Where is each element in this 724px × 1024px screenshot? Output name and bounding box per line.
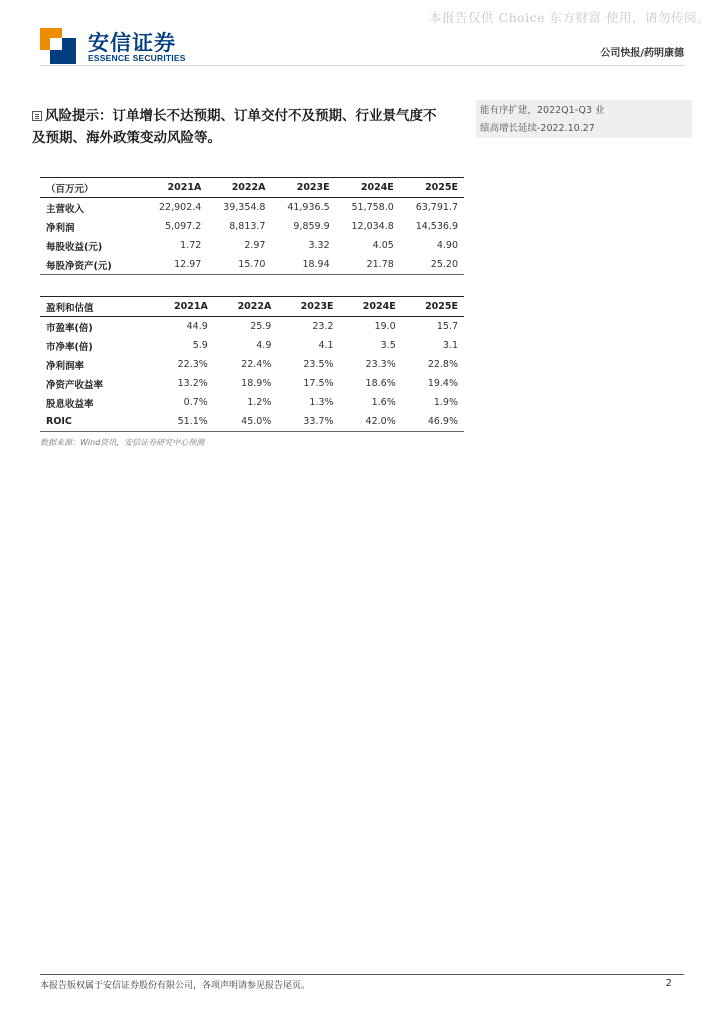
table-cell: 18.6%	[365, 378, 396, 389]
table-cell: 1.6%	[371, 397, 396, 408]
row-label: ROIC	[40, 412, 150, 432]
header-cell: 2024E	[340, 297, 402, 317]
row-label: 市净率(倍)	[46, 341, 93, 353]
table-cell: 22.3%	[177, 359, 208, 370]
related-report-line1: 能有序扩建，2022Q1-Q3 业	[480, 105, 605, 116]
valuation-table	[40, 296, 464, 432]
table-cell: 17.5%	[303, 378, 334, 389]
table-cell: 2.97	[244, 240, 266, 251]
header-cell: 2024E	[336, 178, 400, 198]
related-report-box[interactable]	[476, 100, 692, 138]
table-cell: 23.2	[312, 321, 334, 332]
table-cell: 19.0	[374, 321, 396, 332]
table-cell: 15.7	[436, 321, 458, 332]
header-cell: 2023E	[271, 178, 335, 198]
table-cell: 8,813.7	[229, 221, 266, 232]
related-report-line2: 绩高增长延续-2022.10.27	[480, 123, 595, 134]
table-cell: 1.2%	[247, 397, 272, 408]
table-cell: 5.9	[192, 340, 208, 351]
header-cell: 2025E	[400, 178, 464, 198]
table-cell: 25.9	[250, 321, 272, 332]
list-icon	[32, 111, 42, 121]
risk-warning	[32, 105, 448, 149]
header-cell: 2025E	[402, 297, 464, 317]
table-cell: 42.0%	[340, 412, 402, 432]
table-cell: 1.3%	[309, 397, 334, 408]
row-label: 净利润	[46, 222, 75, 234]
table-cell: 41,936.5	[287, 202, 330, 213]
table-cell: 23.3%	[365, 359, 396, 370]
header-cell: 2022A	[207, 178, 271, 198]
data-source-note: 数据来源：Wind资讯，安信证券研究中心预测	[40, 438, 205, 447]
header-cell: （百万元）	[40, 178, 143, 198]
table-cell: 63,791.7	[415, 202, 458, 213]
table-cell: 39,354.8	[223, 202, 266, 213]
table-cell: 25.20	[400, 255, 464, 275]
table-cell: 5,097.2	[165, 221, 202, 232]
table-cell: 19.4%	[427, 378, 458, 389]
header-divider	[40, 65, 684, 66]
logo-text-en: ESSENCE SECURITIES	[88, 53, 186, 63]
table-cell: 12.97	[143, 255, 207, 275]
risk-text: 风险提示：订单增长不达预期、订单交付不及预期、行业景气度不及预期、海外政策变动风险等。	[32, 108, 437, 146]
table-cell: 4.90	[436, 240, 458, 251]
table-row	[40, 355, 464, 374]
row-label: 市盈率(倍)	[46, 322, 93, 334]
table-cell: 3.5	[380, 340, 396, 351]
table-cell: 33.7%	[277, 412, 339, 432]
table-cell: 14,536.9	[415, 221, 458, 232]
row-label: 净利润率	[46, 360, 85, 372]
table-header-row	[40, 178, 464, 198]
footer-divider	[40, 974, 684, 975]
table-cell: 21.78	[336, 255, 400, 275]
row-label: 股息收益率	[46, 398, 94, 410]
table-cell: 4.9	[256, 340, 272, 351]
header-cell: 2022A	[214, 297, 278, 317]
table-cell: 44.9	[186, 321, 208, 332]
header-cell: 盈利和估值	[40, 297, 150, 317]
table-cell: 4.05	[372, 240, 394, 251]
row-label: 每股收益(元)	[46, 241, 103, 253]
table-row	[40, 198, 464, 218]
table-cell: 45.0%	[214, 412, 278, 432]
table-row	[40, 374, 464, 393]
financial-summary-table	[40, 177, 464, 275]
table-header-row	[40, 297, 464, 317]
table-cell: 22.8%	[427, 359, 458, 370]
table-cell: 9,859.9	[293, 221, 330, 232]
table-row	[40, 317, 464, 337]
table-cell: 15.70	[207, 255, 271, 275]
table-cell: 22,902.4	[159, 202, 202, 213]
table-cell: 51.1%	[150, 412, 214, 432]
header-cell: 2021A	[150, 297, 214, 317]
logo-text-cn: 安信证券	[88, 31, 176, 55]
table-cell: 3.1	[442, 340, 458, 351]
page-number: 2	[665, 978, 672, 989]
logo-mark-icon	[40, 28, 76, 64]
table-cell: 12,034.8	[351, 221, 394, 232]
row-label: 主营收入	[46, 203, 85, 215]
table-row	[40, 336, 464, 355]
row-label: 净资产收益率	[46, 379, 104, 391]
report-category: 公司快报/药明康德	[600, 48, 684, 59]
company-logo	[40, 26, 190, 66]
table-cell: 18.94	[271, 255, 335, 275]
table-row	[40, 393, 464, 412]
table-row	[40, 217, 464, 236]
table-cell: 3.32	[308, 240, 330, 251]
table-cell: 51,758.0	[351, 202, 394, 213]
table-cell: 1.9%	[433, 397, 458, 408]
table-cell: 22.4%	[241, 359, 272, 370]
table-cell: 1.72	[180, 240, 202, 251]
table-row	[40, 255, 464, 275]
table-cell: 18.9%	[241, 378, 272, 389]
header-cell: 2021A	[143, 178, 207, 198]
table-cell: 13.2%	[177, 378, 208, 389]
table-cell: 23.5%	[303, 359, 334, 370]
table-row	[40, 236, 464, 255]
watermark: 本报告仅供 Choice 东方财富 使用，请勿传阅。	[429, 10, 710, 25]
table-cell: 0.7%	[183, 397, 208, 408]
row-label: 每股净资产(元)	[40, 255, 143, 275]
footer-disclaimer: 本报告版权属于安信证券股份有限公司，各项声明请参见报告尾页。	[40, 981, 311, 991]
header-cell: 2023E	[277, 297, 339, 317]
table-row	[40, 412, 464, 432]
table-cell: 4.1	[318, 340, 334, 351]
table-cell: 46.9%	[402, 412, 464, 432]
